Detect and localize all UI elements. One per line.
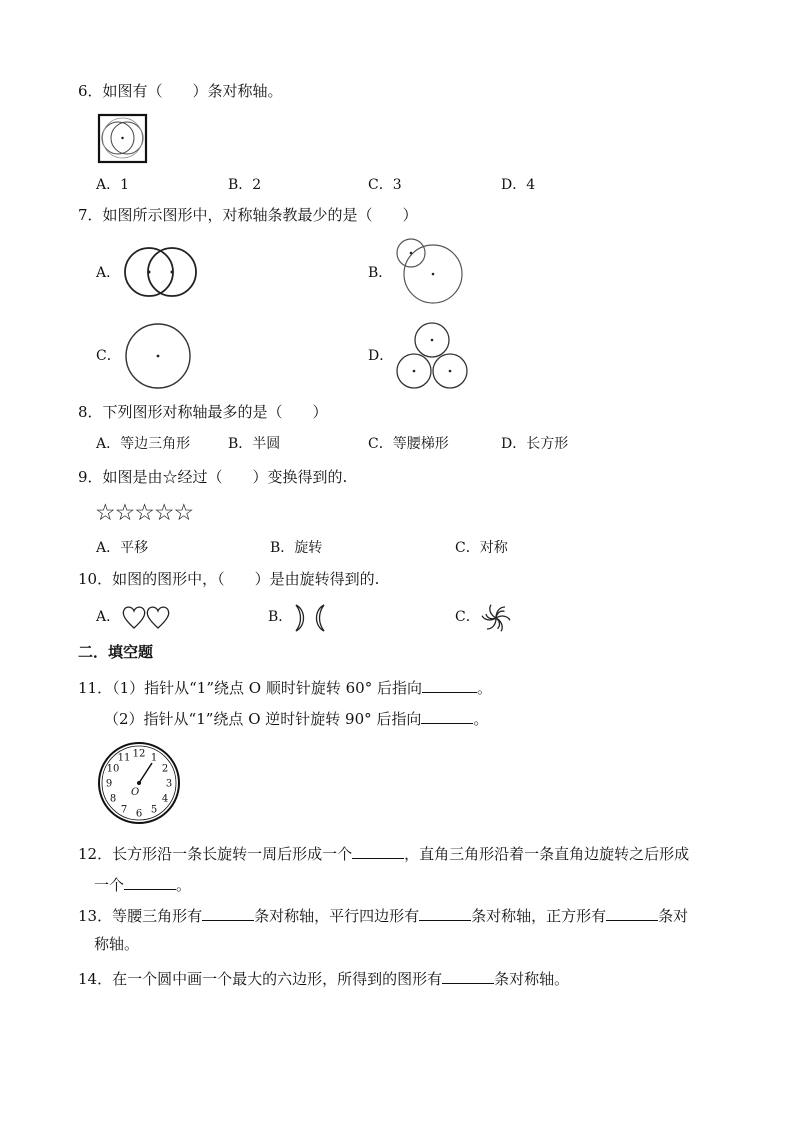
q11-line2-end: 。 <box>473 710 489 728</box>
q13-text-4: 条对 <box>658 907 689 925</box>
clock-numeral: 12 <box>132 748 146 760</box>
q11-line1 <box>78 678 492 696</box>
q7-figure-c <box>122 320 194 392</box>
q7-label-a[interactable]: A． <box>96 265 121 281</box>
section-title-fill-in: 二．填空题 <box>78 643 154 661</box>
q13-text-2: 条对称轴，平行四边形有 <box>254 907 420 925</box>
q10-label-b[interactable]: B． <box>268 609 293 625</box>
q6-figure <box>97 113 149 165</box>
q10-figure-b-crescents <box>292 603 328 633</box>
q11-line1-end: 。 <box>476 679 492 697</box>
clock-center-label: O <box>131 787 140 798</box>
q6-option-c[interactable]: C．3 <box>368 177 402 193</box>
q9-option-b[interactable]: B．旋转 <box>270 540 323 556</box>
q14-answer-blank[interactable] <box>442 969 494 984</box>
q12-answer-blank-1[interactable] <box>352 844 404 859</box>
q9-option-c[interactable]: C．对称 <box>455 540 508 556</box>
clock-numeral: 4 <box>161 793 169 805</box>
q6-option-a[interactable]: A．1 <box>96 177 130 193</box>
clock-numeral: 3 <box>165 778 173 790</box>
q13-answer-blank-2[interactable] <box>419 906 471 921</box>
clock-numeral: 9 <box>105 778 113 790</box>
q10-label-a[interactable]: A． <box>96 609 121 625</box>
q9-stem: 9．如图是由☆经过（ ）变换得到的. <box>78 468 348 486</box>
q13-answer-blank-3[interactable] <box>606 906 658 921</box>
q7-figure-d <box>393 320 471 394</box>
q13-line2: 称轴。 <box>94 935 140 953</box>
clock-numeral: 10 <box>106 763 120 775</box>
clock-numeral: 7 <box>120 804 128 816</box>
q7-label-b[interactable]: B． <box>368 265 393 281</box>
q12-line2 <box>94 875 191 893</box>
q7-figure-a <box>122 245 202 301</box>
q8-stem: 8．下列图形对称轴最多的是（ ） <box>78 403 328 421</box>
q12-line2-end: 。 <box>176 876 192 894</box>
q8-option-b[interactable]: B．半圆 <box>228 436 281 452</box>
q13-line1 <box>78 906 688 924</box>
q10-figure-a-hearts <box>121 604 173 630</box>
q12-line1-text-2: ，直角三角形沿着一条直角边旋转之后形成 <box>404 845 690 863</box>
q14-text-1: 14．在一个圆中画一个最大的六边形，所得到的图形有 <box>78 970 443 988</box>
q12-answer-blank-2[interactable] <box>124 875 176 890</box>
q11-clock-figure <box>95 740 185 826</box>
q7-figure-b <box>393 236 468 308</box>
q6-stem: 6．如图有（ ）条对称轴。 <box>78 82 283 100</box>
q13-text-1: 13．等腰三角形有 <box>78 907 203 925</box>
q11-line2-text: （2）指针从“1”绕点 O 逆时针旋转 90° 后指向 <box>104 710 422 728</box>
q13-answer-blank-1[interactable] <box>202 906 254 921</box>
q10-stem: 10．如图的图形中，（ ）是由旋转得到的. <box>78 570 380 588</box>
clock-numeral: 11 <box>117 752 131 764</box>
q8-option-a[interactable]: A．等边三角形 <box>96 436 191 452</box>
clock-numeral: 8 <box>109 793 117 805</box>
q11-line1-text: 11．（1）指针从“1”绕点 O 顺时针旋转 60° 后指向 <box>78 679 422 697</box>
q10-figure-c-pinwheel <box>481 603 511 633</box>
q13-text-3: 条对称轴，正方形有 <box>471 907 607 925</box>
q6-option-b[interactable]: B．2 <box>228 177 262 193</box>
q8-option-c[interactable]: C．等腰梯形 <box>368 436 449 452</box>
q14-text-2: 条对称轴。 <box>494 970 570 988</box>
q7-label-c[interactable]: C． <box>96 348 121 364</box>
q6-option-d[interactable]: D．4 <box>501 177 536 193</box>
q12-line1-text: 12．长方形沿一条长旋转一周后形成一个 <box>78 845 353 863</box>
q7-stem: 7．如图所示图形中，对称轴条教最少的是（ ） <box>78 206 418 224</box>
clock-numeral: 5 <box>150 804 158 816</box>
q11-line2 <box>104 709 488 727</box>
q8-option-d[interactable]: D．长方形 <box>501 436 569 452</box>
q11-answer-blank-2[interactable] <box>421 709 473 724</box>
q12-line2-text: 一个 <box>94 876 125 894</box>
q12-line1 <box>78 844 689 862</box>
q10-label-c[interactable]: C． <box>455 609 480 625</box>
clock-numeral: 2 <box>161 763 169 775</box>
q14-line <box>78 969 569 987</box>
clock-numeral: 1 <box>150 752 158 764</box>
q7-label-d[interactable]: D． <box>368 348 394 364</box>
q11-answer-blank-1[interactable] <box>422 678 477 693</box>
q9-option-a[interactable]: A．平移 <box>96 540 149 556</box>
clock-numeral: 6 <box>135 808 143 820</box>
q9-stars-figure: ☆☆☆☆☆ <box>95 500 194 526</box>
